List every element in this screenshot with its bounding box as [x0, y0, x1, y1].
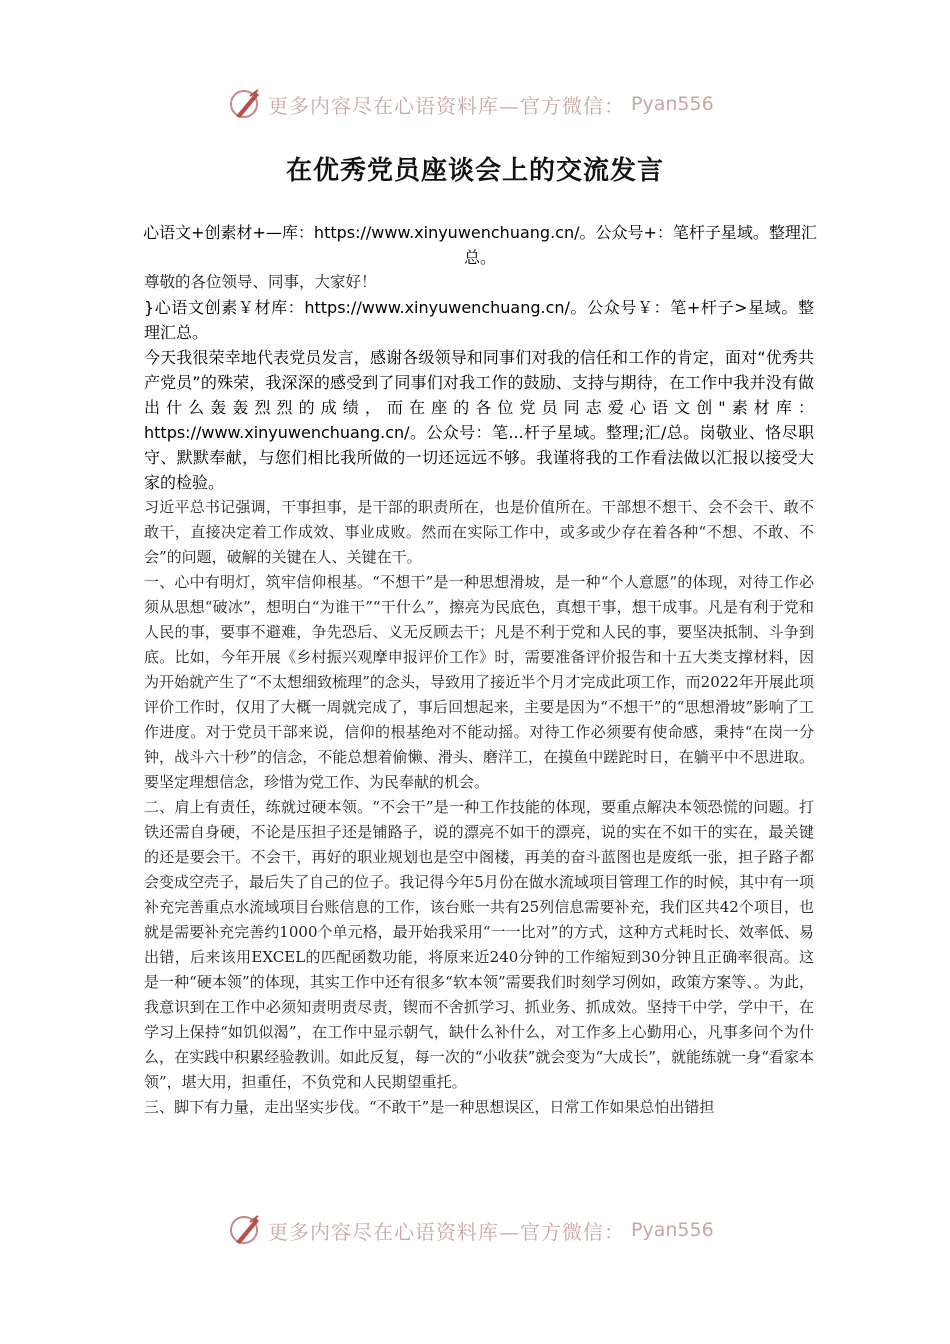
- quill-pen-logo-icon: [228, 1212, 264, 1248]
- paragraph-intro: 今天我很荣幸地代表党员发言，感谢各级领导和同事们对我的信任和工作的肯定，面对“优秀共产党员”的殊荣，我深深的感受到了同事们对我工作的鼓励、支持与期待，在工作中我并没有做出什么轰轰烈烈的成绩，而在座的各位党员同志爱心语文创"素材库：https://www.xinyuwenchuang.cn/。公众号：笔...杆子星域。整理;汇/总。岗敬业、恪尽职守、默默奉献，与您们相比我所做的一切还远远不够。我谨将我的工作看法做以汇报以接受大家的检验。: [144, 348, 814, 492]
- quill-pen-logo-icon: [228, 86, 264, 122]
- paragraph-2: 一、心中有明灯，筑牢信仰根基。“不想干”是一种思想滑坡，是一种“个人意愿”的体现，对待工作必须从思想“破冰”，想明白“为谁干”“干什么”，擦亮为民底色，真想干事，想干成事。凡是有利于党和人民的事，要事不避难，争先恐后、义无反顾去干；凡是不利于党和人民的事，要坚决抵制、斗争到底。比如，今年开展《乡村振兴观摩申报评价工作》时，需要准备评价报告和十五大类支撑材料，因为开始就产生了“不太想细致梳理”的念头，导致用了接近半个月才完成此项工作，而2022年开展此项评价工作时，仅用了大概一周就完成了，事后回想起来，主要是因为“不想干”的“思想滑坡”影响了工作进度。对于党员干部来说，信仰的根基绝对不能动摇。对待工作必须要有使命感，秉持“在岗一分钟，战斗六十秒”的信念，不能总想着偷懒、滑头、磨洋工，在摸鱼中蹉跎时日，在躺平中不思进取。要坚定理想信念，珍惜为党工作、为民奉献的机会。: [144, 573, 814, 791]
- greeting: 尊敬的各位领导、同事，大家好！: [144, 273, 377, 291]
- banner-text: 更多内容尽在心语资料库—官方微信：: [268, 93, 625, 118]
- document-body: [144, 270, 814, 1120]
- source-line-2: }心语文创素￥材库：https://www.xinyuwenchuang.cn/。公众号￥：笔+杆子>星域。整理汇总。: [144, 298, 814, 342]
- document-title: 在优秀党员座谈会上的交流发言: [285, 156, 664, 186]
- source-line: 心语文+创素材+—库：https://www.xinyuwenchuang.cn/。公众号+：笔杆子星域。整理汇总。: [143, 223, 817, 267]
- banner-wechat-id: Pyan556: [631, 1219, 714, 1241]
- footer-banner: [228, 1210, 714, 1250]
- paragraph-3: 二、肩上有责任，练就过硬本领。“不会干”是一种工作技能的体现，要重点解决本领恐慌的问题。打铁还需自身硬，不论是压担子还是铺路子，说的漂亮不如干的漂亮，说的实在不如干的实在，最关键的还是要会干。不会干，再好的职业规划也是空中阁楼，再美的奋斗蓝图也是废纸一张，担子路子都会变成空壳子，最后失了自己的位子。我记得今年5月份在做水流域项目管理工作的时候，其中有一项补充完善重点水流域项目台账信息的工作，该台账一共有25列信息需要补充，我们区共42个项目，也就是需要补充完善约1000个单元格，最开始我采用“一一比对”的方式，这种方式耗时长、效率低、易出错，后来该用EXCEL的匹配函数功能，将原来近240分钟的工作缩短到30分钟且正确率很高。这是一种“硬本领”的体现，其实工作中还有很多“软本领”需要我们时刻学习例如，政策方案等、。为此，我意识到在工作中必须知责明责尽责，锲而不舍抓学习、抓业务、抓成效。坚持干中学，学中干，在学习上保持“如饥似渴”，在工作中显示朝气，缺什么补什么，对工作多上心勤用心，凡事多问个为什么，在实践中积累经验教训。如此反复，每一次的“小收获”就会变为“大成长”，就能练就一身“看家本领”，堪大用，担重任，不负党和人民期望重托。: [144, 798, 814, 1091]
- header-banner: [228, 84, 714, 124]
- paragraph-1: 习近平总书记强调，干事担事，是干部的职责所在，也是价值所在。干部想不想干、会不会干、敢不敢干，直接决定着工作成效、事业成败。然而在实际工作中，或多或少存在着各种“不想、不敢、不会”的问题，破解的关键在人、关键在干。: [144, 498, 814, 566]
- paragraph-4: 三、脚下有力量，走出坚实步伐。“不敢干”是一种思想误区，日常工作如果总怕出错担: [144, 1098, 715, 1116]
- banner-text: 更多内容尽在心语资料库—官方微信：: [268, 1219, 625, 1244]
- banner-wechat-id: Pyan556: [631, 93, 714, 115]
